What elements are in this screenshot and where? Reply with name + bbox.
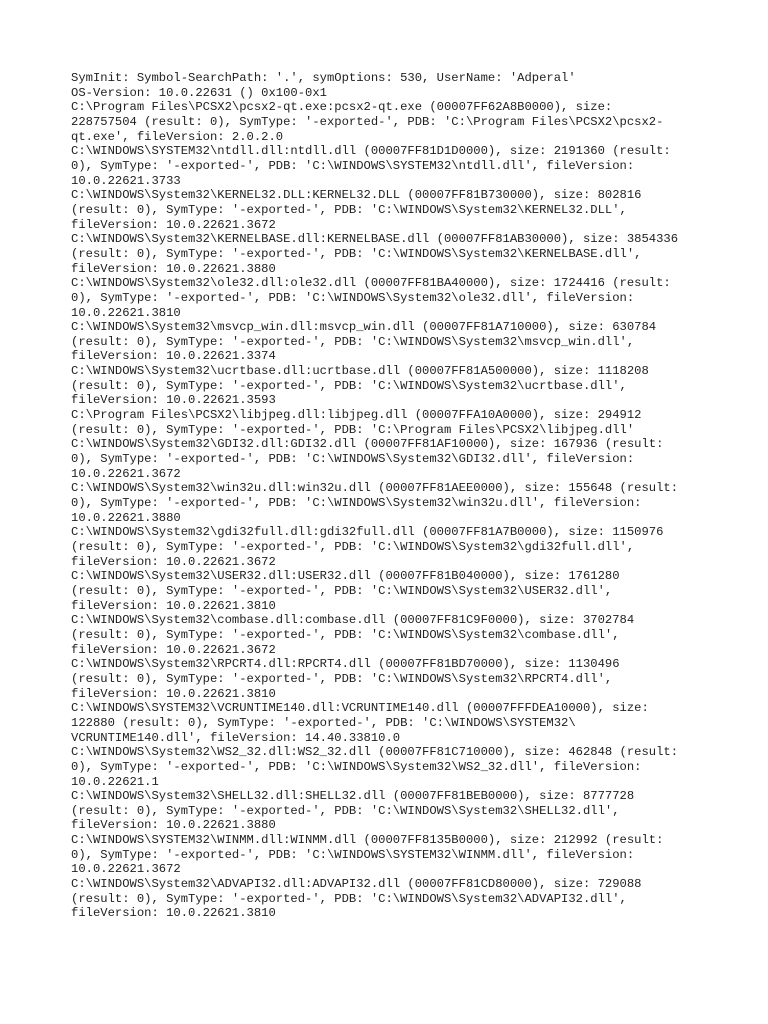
log-line: (result: 0), SymType: '-exported-', PDB: 'C:\WINDOWS\System32\KERNELBASE.dll',	[71, 246, 642, 261]
log-line: C:\WINDOWS\System32\WS2_32.dll:WS2_32.dll (00007FF81C710000), size: 462848 (result:	[71, 745, 679, 760]
log-line: OS-Version: 10.0.22631 () 0x100-0x1	[71, 85, 327, 100]
log-line: (result: 0), SymType: '-exported-', PDB: 'C:\WINDOWS\System32\RPCRT4.dll',	[71, 671, 613, 686]
log-line: C:\WINDOWS\System32\ADVAPI32.dll:ADVAPI32.dll (00007FF81CD80000), size: 729088	[71, 877, 642, 892]
log-line: C:\WINDOWS\System32\GDI32.dll:GDI32.dll (00007FF81AF10000), size: 167936 (result:	[71, 437, 664, 452]
log-line: 0), SymType: '-exported-', PDB: 'C:\WINDOWS\System32\ole32.dll', fileVersion:	[71, 290, 635, 305]
log-line: 0), SymType: '-exported-', PDB: 'C:\WINDOWS\SYSTEM32\WINMM.dll', fileVersion:	[71, 847, 635, 862]
log-line: (result: 0), SymType: '-exported-', PDB: 'C:\Program Files\PCSX2\libjpeg.dll'	[71, 422, 635, 437]
log-line: (result: 0), SymType: '-exported-', PDB: 'C:\WINDOWS\System32\ADVAPI32.dll',	[71, 891, 627, 906]
log-line: C:\Program Files\PCSX2\pcsx2-qt.exe:pcsx2-qt.exe (00007FF62A8B0000), size:	[71, 100, 613, 115]
log-line: (result: 0), SymType: '-exported-', PDB: 'C:\WINDOWS\System32\gdi32full.dll',	[71, 540, 635, 554]
log-line: fileVersion: 10.0.22621.3672	[71, 642, 276, 657]
log-line: C:\WINDOWS\System32\KERNELBASE.dll:KERNELBASE.dll (00007FF81AB30000), size: 3854336	[71, 232, 679, 247]
log-line: C:\WINDOWS\System32\RPCRT4.dll:RPCRT4.dll (00007FF81BD70000), size: 1130496	[71, 657, 620, 672]
log-line: 0), SymType: '-exported-', PDB: 'C:\WINDOWS\System32\GDI32.dll', fileVersion:	[71, 452, 635, 467]
log-line: 10.0.22621.1	[71, 774, 159, 789]
log-line: C:\WINDOWS\System32\msvcp_win.dll:msvcp_win.dll (00007FF81A710000), size: 630784	[71, 320, 657, 335]
log-line: 0), SymType: '-exported-', PDB: 'C:\WINDOWS\System32\WS2_32.dll', fileVersion:	[71, 759, 642, 774]
log-line: C:\WINDOWS\System32\combase.dll:combase.dll (00007FF81C9F0000), size: 3702784	[71, 613, 635, 628]
log-line: 10.0.22621.3810	[71, 305, 181, 320]
log-line: 228757504 (result: 0), SymType: '-exported-', PDB: 'C:\Program Files\PCSX2\pcsx2-	[71, 114, 664, 129]
log-line: C:\WINDOWS\System32\gdi32full.dll:gdi32full.dll (00007FF81A7B0000), size: 1150976	[71, 525, 664, 540]
log-line: C:\WINDOWS\System32\SHELL32.dll:SHELL32.dll (00007FF81BEB0000), size: 8777728	[71, 789, 635, 804]
log-line: fileVersion: 10.0.22621.3672	[71, 554, 276, 569]
log-line: C:\WINDOWS\System32\USER32.dll:USER32.dll (00007FF81B040000), size: 1761280	[71, 569, 620, 584]
log-line: (result: 0), SymType: '-exported-', PDB: 'C:\WINDOWS\System32\USER32.dll',	[71, 583, 613, 598]
log-line: C:\WINDOWS\System32\KERNEL32.DLL:KERNEL32.DLL (00007FF81B730000), size: 802816	[71, 188, 642, 203]
log-line: (result: 0), SymType: '-exported-', PDB: 'C:\WINDOWS\System32\KERNEL32.DLL',	[71, 202, 627, 217]
log-line: (result: 0), SymType: '-exported-', PDB: 'C:\WINDOWS\System32\SHELL32.dll',	[71, 803, 620, 818]
log-line: C:\WINDOWS\SYSTEM32\WINMM.dll:WINMM.dll (00007FF8135B0000), size: 212992 (result:	[71, 833, 664, 848]
log-line: fileVersion: 10.0.22621.3880	[71, 818, 276, 833]
log-line: 122880 (result: 0), SymType: '-exported-', PDB: 'C:\WINDOWS\SYSTEM32\	[71, 715, 576, 730]
log-line: 0), SymType: '-exported-', PDB: 'C:\WINDOWS\System32\win32u.dll', fileVersion:	[71, 496, 642, 511]
log-line: C:\Program Files\PCSX2\libjpeg.dll:libjpeg.dll (00007FFA10A0000), size: 294912	[71, 408, 642, 423]
log-line: C:\WINDOWS\System32\ucrtbase.dll:ucrtbase.dll (00007FF81A500000), size: 1118208	[71, 364, 649, 379]
log-line: 10.0.22621.3672	[71, 862, 181, 877]
log-line: 10.0.22621.3672	[71, 466, 181, 481]
log-line: fileVersion: 10.0.22621.3672	[71, 217, 276, 232]
log-line: VCRUNTIME140.dll', fileVersion: 14.40.33810.0	[71, 730, 401, 745]
log-line: C:\WINDOWS\System32\win32u.dll:win32u.dll (00007FF81AEE0000), size: 155648 (result:	[71, 481, 679, 496]
log-line: 10.0.22621.3880	[71, 510, 181, 525]
log-line: fileVersion: 10.0.22621.3593	[71, 393, 276, 408]
log-line: fileVersion: 10.0.22621.3810	[71, 686, 276, 701]
log-line: C:\WINDOWS\SYSTEM32\ntdll.dll:ntdll.dll (00007FF81D1D0000), size: 2191360 (result:	[71, 144, 671, 159]
log-line: (result: 0), SymType: '-exported-', PDB: 'C:\WINDOWS\System32\combase.dll',	[71, 627, 620, 642]
log-line: (result: 0), SymType: '-exported-', PDB: 'C:\WINDOWS\System32\msvcp_win.dll',	[71, 334, 635, 349]
log-line: fileVersion: 10.0.22621.3880	[71, 261, 276, 276]
log-lines	[71, 71, 711, 921]
log-line: fileVersion: 10.0.22621.3810	[71, 906, 276, 921]
log-line: 10.0.22621.3733	[71, 173, 181, 188]
log-document	[71, 71, 711, 921]
log-line: C:\WINDOWS\SYSTEM32\VCRUNTIME140.dll:VCRUNTIME140.dll (00007FFFDEA10000), size:	[71, 701, 649, 716]
log-line: fileVersion: 10.0.22621.3810	[71, 598, 276, 613]
log-line: qt.exe', fileVersion: 2.0.2.0	[71, 129, 284, 144]
log-line: 0), SymType: '-exported-', PDB: 'C:\WINDOWS\SYSTEM32\ntdll.dll', fileVersion:	[71, 158, 635, 173]
log-line: (result: 0), SymType: '-exported-', PDB: 'C:\WINDOWS\System32\ucrtbase.dll',	[71, 378, 627, 393]
log-line: fileVersion: 10.0.22621.3374	[71, 349, 276, 364]
log-line: SymInit: Symbol-SearchPath: '.', symOptions: 530, UserName: 'Adperal'	[71, 71, 576, 85]
log-line: C:\WINDOWS\System32\ole32.dll:ole32.dll (00007FF81BA40000), size: 1724416 (result:	[71, 276, 671, 291]
